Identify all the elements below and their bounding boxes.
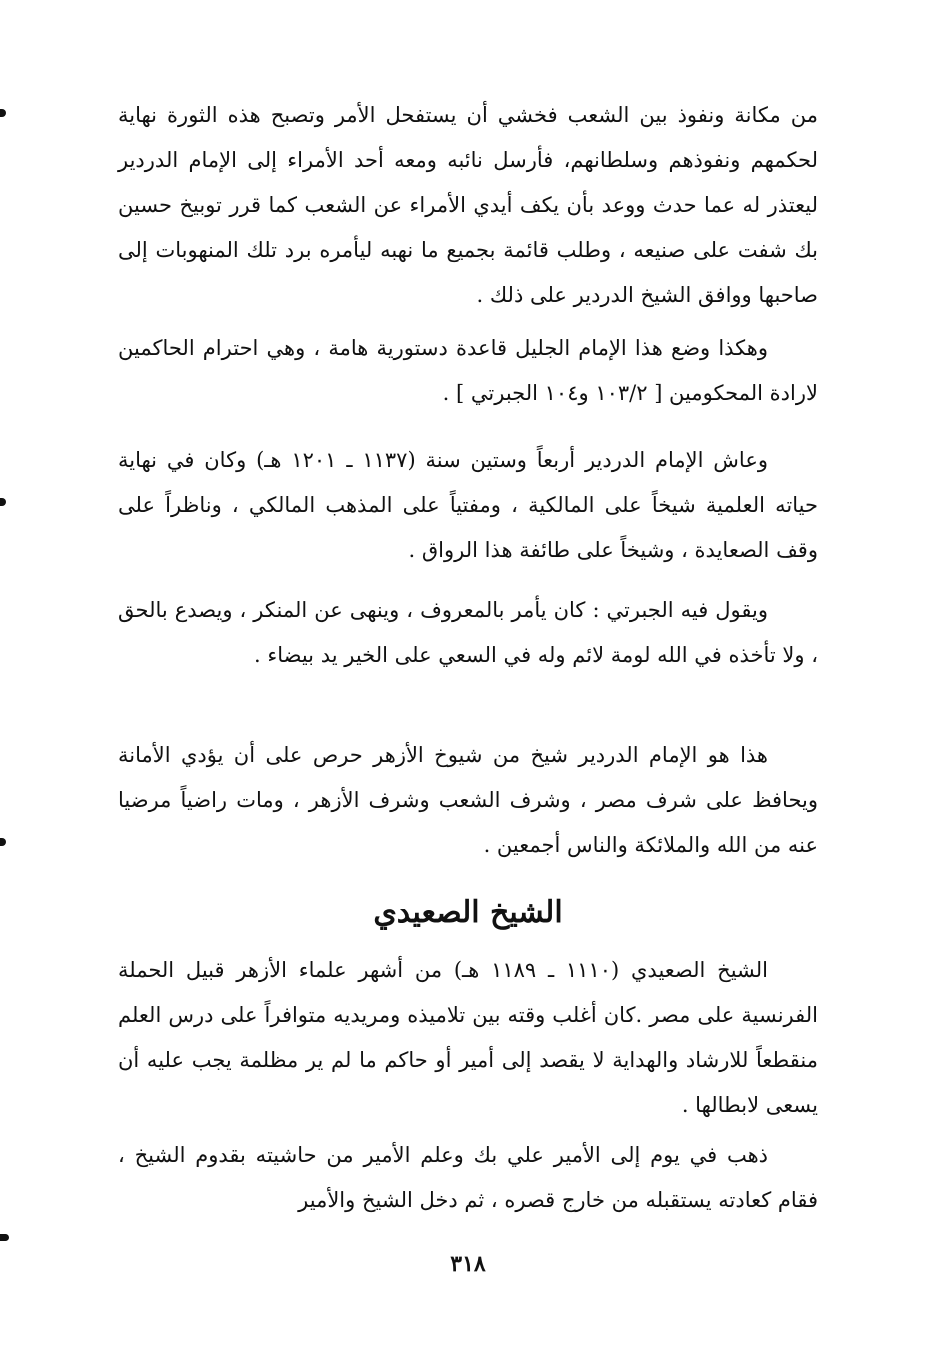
margin-mark <box>0 109 6 117</box>
section-heading: الشيخ الصعيدي <box>373 895 563 930</box>
paragraph-continuation: من مكانة ونفوذ بين الشعب فخشي أن يستفحل الأمر وتصبح هذه الثورة نهاية لحكمهم ونفوذهم وسلطانهم، فأرسل نائبه ومعه أحد الأمراء إلى الإمام الدردير ليعتذر له عما حدث ووعد بأن يكف أيدي الأمراء عن الشعب كما قرر توبيخ حسين بك شفت على صنيعه ، وطلب قائمة بجميع ما نهبه ليأمره برد تلك المنهوبات إلى صاحبها ووافق الشيخ الدردير على ذلك . <box>118 103 818 307</box>
paragraph-constitutional-rule: وهكذا وضع هذا الإمام الجليل قاعدة دستورية هامة ، وهي احترام الحاكمين لارادة المحكومين [ ١٠٣/٢ و١٠٤ الجبرتي ] . <box>118 336 818 405</box>
margin-mark <box>0 498 6 506</box>
paragraph-saidi-intro: الشيخ الصعيدي (١١١٠ ـ ١١٨٩ هـ) من أشهر علماء الأزهر قبيل الحملة الفرنسية على مصر .كان أغلب وقته بين تلاميذه ومريديه متوافراً على درس العلم منقطعاً للارشاد والهداية لا يقصد إلى أمير أو حاكم ما لم ير مظلمة يجب عليه أن يسعى لابطالها . <box>118 958 818 1117</box>
paragraph-conclusion: هذا هو الإمام الدردير شيخ من شيوخ الأزهر حرص على أن يؤدي الأمانة ويحافظ على شرف مصر ، وشرف الشعب وشرف الأزهر ، ومات راضياً مرضيا عنه من الله والملائكة والناس أجمعين . <box>118 743 818 857</box>
paragraph-lifespan: وعاش الإمام الدردير أربعاً وستين سنة (١١٣٧ ـ ١٢٠١ هـ) وكان في نهاية حياته العلمية شيخاً على المالكية ، ومفتياً على المذهب المالكي ، وناظراً على وقف الصعايدة ، وشيخاً على طائفة هذا الرواق . <box>118 448 818 562</box>
paragraph-jabarti-quote: ويقول فيه الجبرتي : كان يأمر بالمعروف ، وينهى عن المنكر ، ويصدع بالحق ، ولا تأخذه في الله لومة لائم وله في السعي على الخير يد بيضاء . <box>118 598 818 667</box>
paragraph-saidi-visit: ذهب في يوم إلى الأمير علي بك وعلم الأمير من حاشيته بقدوم الشيخ ، فقام كعادته يستقبله من خارج قصره ، ثم دخل الشيخ والأمير <box>118 1143 818 1212</box>
page-number: ٣١٨ <box>450 1251 486 1277</box>
margin-mark <box>0 1234 9 1241</box>
margin-mark <box>0 838 6 846</box>
